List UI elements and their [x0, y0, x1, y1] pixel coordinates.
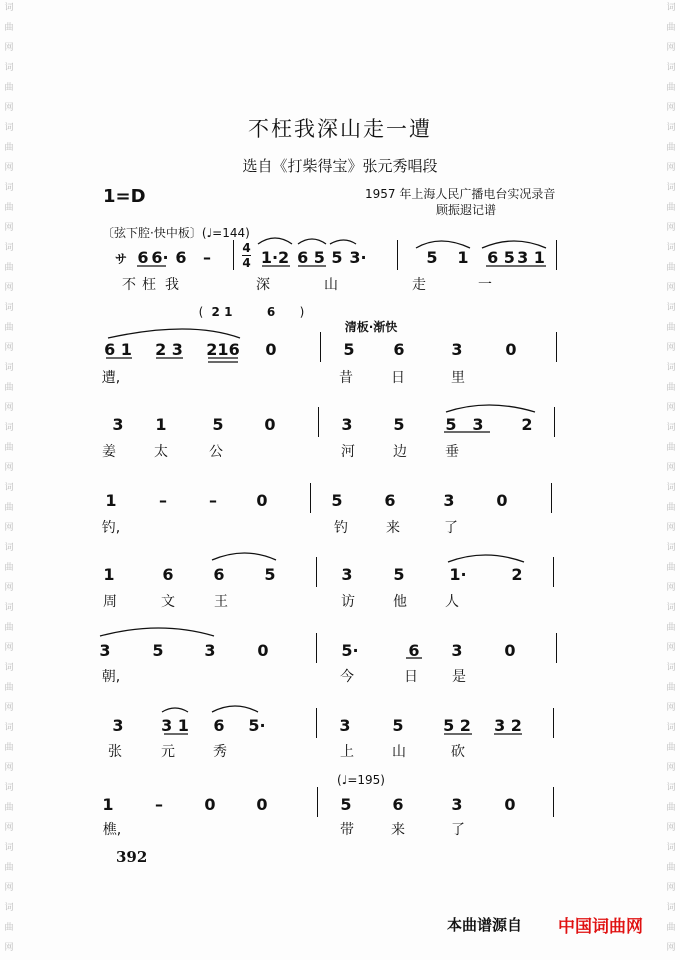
slur [100, 628, 214, 636]
note: 0 [256, 491, 268, 510]
slur [212, 553, 276, 560]
note: 2 3 [155, 340, 183, 359]
note: 3 1 [161, 716, 189, 735]
watermark-char: 曲 [666, 683, 676, 693]
note: – [203, 248, 211, 267]
watermark-char: 词 [666, 903, 676, 913]
watermark-char: 曲 [4, 503, 14, 513]
note: 6 [137, 248, 149, 267]
note: 0 [504, 641, 516, 660]
slur [212, 706, 258, 712]
lyric: 了 [451, 822, 465, 838]
note: 1 [102, 795, 114, 814]
note: 1 [103, 565, 115, 584]
lyric: 来 [386, 520, 400, 536]
lyric: 姜 [102, 444, 116, 460]
song-subtitle: 选自《打柴得宝》张元秀唱段 [242, 157, 438, 175]
slur [258, 238, 292, 244]
lyric: 太 [154, 444, 168, 460]
lyric: 上 [340, 744, 354, 760]
watermark-char: 网 [666, 43, 676, 53]
watermark-char: 曲 [666, 263, 676, 273]
watermark-char: 网 [666, 943, 676, 953]
watermark-char: 曲 [666, 143, 676, 153]
watermark-char: 曲 [4, 383, 14, 393]
key-signature: 1=D [103, 186, 146, 207]
lyric: 枉 [142, 277, 156, 293]
note: 216 [206, 340, 240, 359]
watermark-char: 曲 [4, 863, 14, 873]
lyric: 日 [391, 370, 405, 386]
lyric: 山 [392, 744, 406, 760]
lyric: 王 [214, 594, 228, 610]
watermark-char: 网 [666, 763, 676, 773]
annotation: ( [198, 305, 204, 319]
note: 1 [105, 491, 117, 510]
watermark-char: 曲 [666, 443, 676, 453]
watermark-char: 词 [4, 303, 14, 313]
watermark-char: 词 [666, 63, 676, 73]
note: サ [114, 252, 128, 266]
watermark-char: 曲 [4, 203, 14, 213]
watermark-char: 词 [4, 723, 14, 733]
watermark-char: 词 [666, 483, 676, 493]
watermark-char: 词 [666, 543, 676, 553]
lyric: 了 [444, 520, 458, 536]
watermark-char: 曲 [666, 383, 676, 393]
watermark-char: 网 [4, 943, 14, 953]
lyric: 走 [412, 277, 426, 293]
note: 3 [341, 565, 353, 584]
note: 6 [384, 491, 396, 510]
note: 5 2 [443, 716, 471, 735]
note: 5 [392, 716, 404, 735]
note: 5 [393, 565, 405, 584]
page-number: 392 [116, 848, 148, 866]
lyric: 访 [341, 594, 355, 610]
watermark-char: 词 [666, 603, 676, 613]
watermark-char: 词 [666, 183, 676, 193]
note: 3 [472, 415, 484, 434]
note: 5 [331, 491, 343, 510]
note: 3· [349, 248, 367, 267]
song-title: 不枉我深山走一遭 [248, 117, 432, 141]
watermark-char: 词 [666, 303, 676, 313]
note: 6 [213, 565, 225, 584]
slur [298, 239, 326, 244]
watermark-char: 网 [4, 763, 14, 773]
watermark-char: 词 [4, 3, 14, 13]
slur [448, 555, 524, 562]
watermark-char: 曲 [666, 23, 676, 33]
slur [416, 241, 470, 248]
watermark-char: 网 [4, 883, 14, 893]
note: 0 [264, 415, 276, 434]
watermark-char: 词 [666, 243, 676, 253]
lyric: 边 [393, 444, 407, 460]
annotation: 2 1 [211, 305, 233, 319]
note: 3 [443, 491, 455, 510]
watermark-char: 曲 [666, 503, 676, 513]
lyric: 日 [404, 669, 418, 685]
watermark-char: 曲 [4, 623, 14, 633]
watermark-char: 网 [666, 463, 676, 473]
watermark-char: 词 [4, 243, 14, 253]
lyric: 来 [391, 822, 405, 838]
note: – [209, 491, 217, 510]
note: 3 [451, 641, 463, 660]
lyric: 我 [165, 277, 179, 293]
watermark-char: 词 [4, 183, 14, 193]
watermark-char: 曲 [666, 83, 676, 93]
lyric: 元 [161, 744, 175, 760]
lyric: 文 [161, 594, 175, 610]
note: 5 [264, 565, 276, 584]
watermark-char: 词 [4, 603, 14, 613]
lyric: 周 [103, 594, 117, 610]
watermark-char: 词 [4, 903, 14, 913]
slur [330, 240, 356, 244]
lyric: 钓, [101, 520, 121, 536]
lyric: 遭, [101, 370, 121, 386]
watermark-char: 网 [4, 643, 14, 653]
watermark-char: 词 [666, 843, 676, 853]
lyric: 昔 [339, 370, 353, 386]
watermark-char: 网 [666, 883, 676, 893]
watermark-char: 网 [4, 523, 14, 533]
watermark-char: 词 [4, 543, 14, 553]
note: 1 [155, 415, 167, 434]
note: 3 [451, 340, 463, 359]
watermark-char: 曲 [4, 23, 14, 33]
watermark-char: 网 [4, 163, 14, 173]
watermark-char: 曲 [4, 563, 14, 573]
watermark-char: 网 [666, 343, 676, 353]
note: 6 5 [487, 248, 515, 267]
lyric: 一 [478, 277, 492, 293]
watermark-char: 曲 [666, 323, 676, 333]
note: 3 [341, 415, 353, 434]
note: 1· [449, 565, 467, 584]
lyric: 秀 [213, 744, 227, 760]
watermark-char: 网 [666, 103, 676, 113]
note: 5 [426, 248, 438, 267]
lyric: 今 [340, 669, 354, 685]
watermark-char: 词 [4, 843, 14, 853]
slur [108, 329, 240, 338]
note: 6 [162, 565, 174, 584]
note: 2 [521, 415, 533, 434]
watermark-char: 网 [666, 643, 676, 653]
note: 1 [457, 248, 469, 267]
watermark-char: 词 [666, 123, 676, 133]
lyric: 他 [393, 594, 407, 610]
note: 3 1 [517, 248, 545, 267]
tempo-change: (♩=195) [337, 773, 385, 787]
watermark-char: 曲 [666, 863, 676, 873]
note: 3 [339, 716, 351, 735]
watermark-char: 网 [666, 523, 676, 533]
watermark-char: 词 [4, 123, 14, 133]
note: 3 [99, 641, 111, 660]
watermark-char: 网 [4, 283, 14, 293]
watermark-char: 网 [4, 103, 14, 113]
note: 0 [504, 795, 516, 814]
time-signature: 4 4 [242, 241, 251, 270]
lyric: 深 [256, 277, 270, 293]
note: 5 [445, 415, 457, 434]
watermark-char: 网 [4, 703, 14, 713]
note: 0 [256, 795, 268, 814]
watermark-char: 词 [4, 483, 14, 493]
note: 6 5 [297, 248, 325, 267]
credit-site[interactable]: 中国词曲网 [558, 917, 643, 937]
source-recording: 1957 年上海人民广播电台实况录音 [365, 187, 556, 201]
watermark-char: 词 [666, 723, 676, 733]
watermark-char: 网 [666, 283, 676, 293]
note: 5· [341, 641, 359, 660]
note: 5 [340, 795, 352, 814]
slur [162, 708, 188, 712]
slur [482, 241, 546, 248]
watermark-char: 曲 [4, 323, 14, 333]
note: 0 [257, 641, 269, 660]
lyric: 带 [340, 822, 354, 838]
watermark-char: 曲 [666, 803, 676, 813]
watermark-char: 网 [666, 703, 676, 713]
watermark-char: 词 [666, 3, 676, 13]
note: 2 [511, 565, 523, 584]
watermark-char: 网 [666, 223, 676, 233]
watermark-char: 曲 [4, 443, 14, 453]
watermark-char: 曲 [4, 683, 14, 693]
watermark-char: 曲 [4, 743, 14, 753]
watermark-char: 网 [4, 43, 14, 53]
note: 6 [408, 641, 420, 660]
lyric: 人 [445, 594, 459, 610]
transcriber: 顾振遐记谱 [436, 203, 497, 217]
lyric: 里 [451, 370, 465, 386]
note: 6· [151, 248, 169, 267]
watermark-char: 曲 [666, 203, 676, 213]
watermark-char: 词 [4, 363, 14, 373]
note: 6 [392, 795, 404, 814]
note: 6 1 [104, 340, 132, 359]
note: 6 [175, 248, 187, 267]
annotation: ) [299, 305, 305, 319]
slur [446, 405, 535, 412]
note: 1·2 [260, 248, 290, 267]
lyric: 砍 [451, 744, 465, 760]
note: 0 [496, 491, 508, 510]
watermark-char: 词 [666, 363, 676, 373]
note: 0 [265, 340, 277, 359]
watermark-char: 网 [4, 403, 14, 413]
lyric: 张 [108, 744, 122, 760]
watermark-char: 网 [4, 823, 14, 833]
note: 5 [152, 641, 164, 660]
note: 6 [393, 340, 405, 359]
tempo-marking: 〔弦下腔·快中板〕(♩=144) [102, 226, 250, 240]
watermark-char: 网 [4, 343, 14, 353]
note: 3 [451, 795, 463, 814]
lyric: 垂 [445, 444, 459, 460]
note: 3 [112, 716, 124, 735]
annotation: 6 [266, 305, 276, 319]
watermark-char: 词 [666, 663, 676, 673]
watermark-char: 词 [666, 423, 676, 433]
watermark-char: 曲 [4, 263, 14, 273]
watermark-char: 网 [666, 403, 676, 413]
watermark-char: 网 [666, 823, 676, 833]
note: 5 [212, 415, 224, 434]
credit-label: 本曲谱源自 [447, 916, 523, 934]
watermark-char: 网 [4, 223, 14, 233]
lyric: 钓 [334, 520, 348, 536]
lyric: 山 [324, 277, 338, 293]
note: 5 [331, 248, 343, 267]
note: 5· [248, 716, 266, 735]
lyric: 不 [122, 277, 136, 293]
watermark-char: 词 [4, 423, 14, 433]
watermark-char: 曲 [666, 743, 676, 753]
note: 0 [204, 795, 216, 814]
watermark-char: 词 [666, 783, 676, 793]
note: 5 [343, 340, 355, 359]
watermark-char: 曲 [666, 623, 676, 633]
lyric: 是 [452, 669, 466, 685]
watermark-char: 曲 [4, 83, 14, 93]
note: – [155, 795, 163, 814]
note: 6 [213, 716, 225, 735]
note: 0 [505, 340, 517, 359]
lyric: 公 [209, 444, 223, 460]
watermark-char: 曲 [4, 923, 14, 933]
note: 3 2 [494, 716, 522, 735]
watermark-char: 曲 [4, 143, 14, 153]
note: 5 [393, 415, 405, 434]
watermark-char: 曲 [666, 563, 676, 573]
lyric: 河 [341, 444, 355, 460]
watermark-char: 网 [666, 163, 676, 173]
lyric: 樵, [102, 822, 122, 838]
note: 3 [112, 415, 124, 434]
watermark-char: 曲 [666, 923, 676, 933]
note: 3 [204, 641, 216, 660]
watermark-char: 词 [4, 783, 14, 793]
watermark-char: 曲 [4, 803, 14, 813]
annotation: 清板·渐快 [344, 320, 398, 334]
watermark-char: 网 [666, 583, 676, 593]
watermark-char: 网 [4, 463, 14, 473]
watermark-char: 网 [4, 583, 14, 593]
watermark-char: 词 [4, 63, 14, 73]
lyric: 朝, [101, 669, 121, 685]
watermark-char: 词 [4, 663, 14, 673]
note: – [159, 491, 167, 510]
